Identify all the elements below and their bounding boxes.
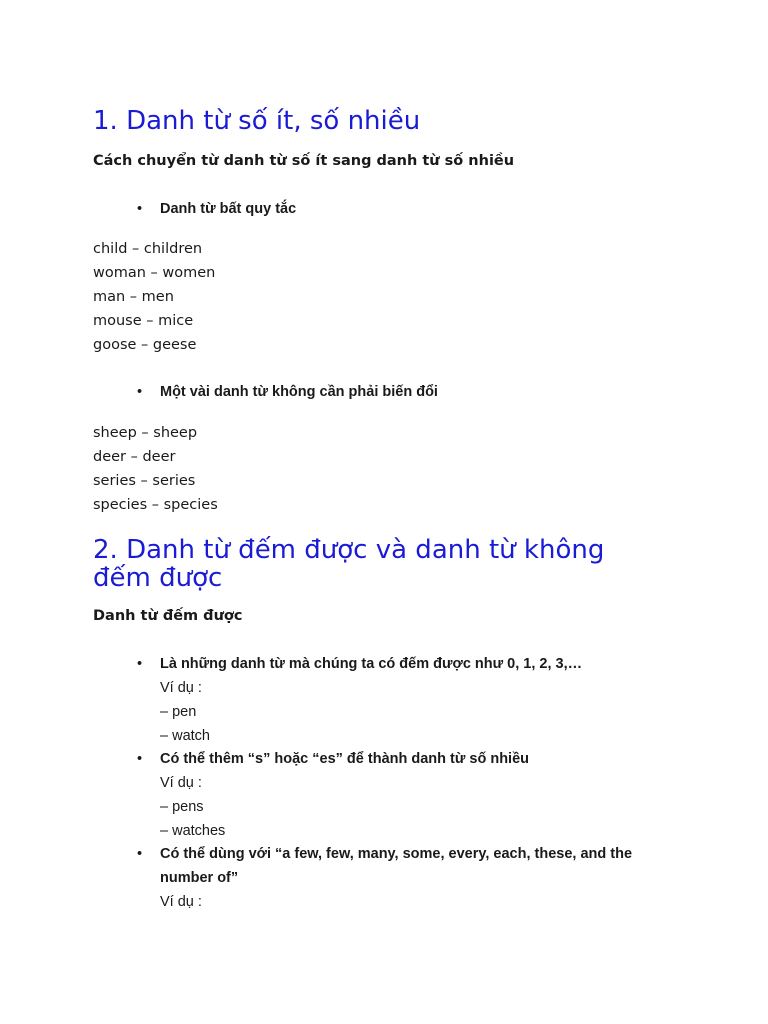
example-label: Ví dụ : — [160, 894, 202, 910]
example-label: Ví dụ : — [160, 775, 202, 791]
unchanged-pair: deer – deer — [93, 449, 176, 465]
unchanged-pair: sheep – sheep — [93, 425, 198, 441]
unchanged-pair: species – species — [93, 497, 218, 513]
section-1-subtitle: Cách chuyển từ danh từ số ít sang danh từ số nhiều — [93, 153, 515, 169]
irregular-pair: mouse – mice — [93, 313, 194, 329]
section-2-subtitle: Danh từ đếm được — [93, 608, 243, 624]
section-2-heading: 2. Danh từ đếm được và danh từ không đếm được — [93, 535, 605, 593]
example-item: – watches — [160, 823, 226, 839]
irregular-pair: woman – women — [93, 265, 216, 281]
irregular-pair: goose – geese — [93, 337, 197, 353]
bullet-quantifiers: • Có thể dùng với “a few, few, many, some, every, each, these, and the number of” — [160, 842, 660, 890]
irregular-pair: man – men — [93, 289, 174, 305]
example-item: – pen — [160, 704, 197, 720]
example-item: – watch — [160, 728, 210, 744]
section-1-heading: 1. Danh từ số ít, số nhiều — [93, 106, 421, 136]
bullet-plural-suffix: • Có thể thêm “s” hoặc “es” để thành danh từ số nhiều — [160, 747, 529, 771]
example-label: Ví dụ : — [160, 680, 202, 696]
irregular-pair: child – children — [93, 241, 203, 257]
example-item: – pens — [160, 799, 204, 815]
bullet-unchanged-nouns: • Một vài danh từ không cần phải biến đổi — [160, 380, 438, 404]
bullet-irregular-nouns: • Danh từ bất quy tắc — [160, 197, 296, 221]
unchanged-pair: series – series — [93, 473, 196, 489]
bullet-countable-definition: • Là những danh từ mà chúng ta có đếm được như 0, 1, 2, 3,… — [160, 652, 582, 676]
